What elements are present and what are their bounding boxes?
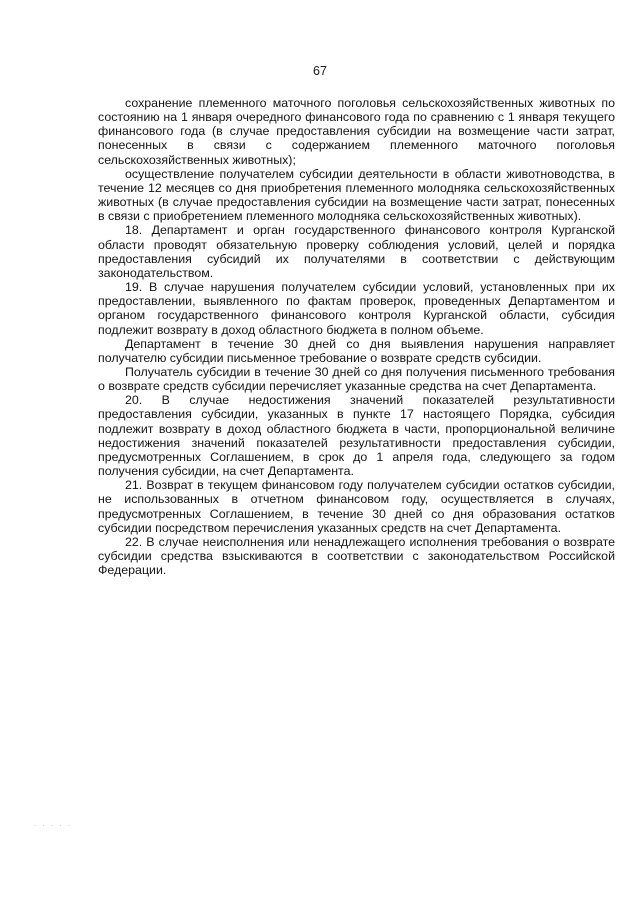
paragraph-item-18: 18. Департамент и орган государственного финансового контроля Курганской области проводят обязательную проверку соблюдения условий, целей и порядка предоставления субсидий их получателями в соответствии с действующим законодательством. [98, 223, 615, 280]
paragraph-breeding-stock: сохранение племенного маточного поголовья сельскохозяйственных животных по состоянию на 1 января очередного финансового года по сравнению с 1 января текущего финансового года (в случае предоставления субсидии на возмещение части затрат, понесенных в связи с содержанием племенного маточного поголовья сельскохозяйственных животных); [98, 96, 615, 167]
paragraph-item-19: 19. В случае нарушения получателем субсидии условий, установленных при их предоставлении, выявленного по фактам проверок, проведенных Департаментом и органом государственного финансового контроля Курганской области, субсидия подлежит возврату в доход областного бюджета в полном объеме. [98, 280, 615, 337]
page-number: 67 [313, 64, 327, 78]
paragraph-item-21: 21. Возврат в текущем финансовом году получателем субсидии остатков субсидии, не использованных в отчетном финансовом году, осуществляется в случаях, предусмотренных Соглашением, в течение 30 дней со дня образования остатков субсидии посредством перечисления указанных средств на счет Департамента. [98, 478, 615, 535]
paragraph-livestock-activity: осуществление получателем субсидии деятельности в области животноводства, в течение 12 месяцев со дня приобретения племенного молодняка сельскохозяйственных животных (в случае предоставления субсидии на возмещение части затрат, понесенных в связи с приобретением племенного молодняка сельскохозяйственных животных). [98, 166, 615, 224]
paragraph-item-22: 22. В случае неисполнения или ненадлежащего исполнения требования о возврате субсидии средства взыскиваются в соответствии с законодательством Российской Федерации. [98, 534, 615, 578]
document-body [98, 96, 615, 577]
paragraph-department-demand: Департамент в течение 30 дней со дня выявления нарушения направляет получателю субсидии письменное требование о возврате средств субсидии. [98, 336, 615, 365]
scan-artifact: · · · · · [34, 822, 73, 830]
paragraph-item-20: 20. В случае недостижения значений показателей результативности предоставления субсидии, указанных в пункте 17 настоящего Порядка, субсидия подлежит возврату в доход областного бюджета в части, пропорциональной величине недостижения значений показателей результативности предоставления субсидии, предусмотренных Соглашением, в срок до 1 апреля года, следующего за годом получения субсидии, на счет Департамента. [98, 393, 615, 479]
paragraph-recipient-transfer: Получатель субсидии в течение 30 дней со дня получения письменного требования о возврате средств субсидии перечисляет указанные средства на счет Департамента. [98, 364, 615, 394]
